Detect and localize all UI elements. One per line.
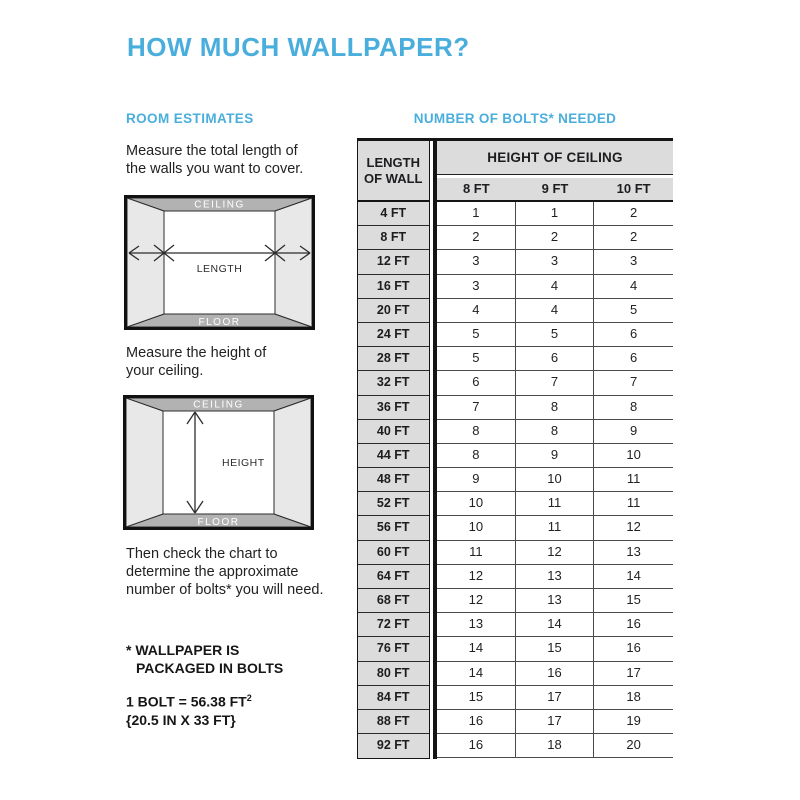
table-row [437, 613, 673, 637]
bolt-count-cell: 2 [630, 229, 638, 245]
bolt-count-cell: 12 [437, 565, 516, 588]
room-length-diagram [124, 195, 315, 330]
table-row [437, 662, 673, 686]
bolt-count-cell: 17 [516, 710, 595, 733]
footnote-line2: PACKAGED IN BOLTS [136, 660, 284, 676]
bolt-count-cell: 7 [516, 371, 595, 394]
bolt-count-cell: 17 [516, 686, 595, 709]
row-label: 16 FT [358, 275, 429, 299]
room-height-diagram [123, 395, 314, 530]
bolt-count-cell: 19 [626, 712, 641, 728]
bolt-count-cell: 13 [516, 565, 595, 588]
row-label: 44 FT [358, 444, 429, 468]
table-rows [437, 202, 673, 758]
bolts-table [357, 138, 673, 759]
table-row [437, 565, 673, 589]
row-label: 64 FT [358, 565, 429, 589]
bolt-count-cell: 14 [437, 637, 516, 660]
height-dimension-label: HEIGHT [222, 457, 265, 469]
column-header-8ft: 8 FT [462, 181, 490, 196]
row-label: 32 FT [358, 371, 429, 395]
table-row [437, 710, 673, 734]
bolt-count-cell: 14 [626, 567, 641, 583]
table-row [437, 420, 673, 444]
bolt-count-cell: 2 [437, 226, 516, 249]
step3-instruction [126, 545, 323, 599]
step2-line1: Measure the height of [126, 345, 267, 361]
bolt-count-cell: 11 [437, 541, 516, 564]
row-label: 40 FT [358, 420, 429, 444]
bolts-footnote [126, 641, 283, 677]
bolt-count-cell: 20 [626, 737, 641, 753]
bolt-count-cell: 4 [437, 299, 516, 322]
left-wall [126, 398, 163, 527]
bolt-count-cell: 5 [437, 347, 516, 370]
row-label: 80 FT [358, 662, 429, 686]
row-label: 4 FT [358, 202, 429, 226]
bolt-count-cell: 5 [630, 301, 638, 317]
bolt-count-cell: 7 [630, 374, 638, 390]
row-label: 84 FT [358, 686, 429, 710]
corner-line1: LENGTH [366, 154, 420, 170]
bolt-count-cell: 16 [626, 640, 641, 656]
step1-line2: the walls you want to cover. [126, 161, 304, 177]
table-row [437, 202, 673, 226]
bolt-count-cell: 13 [437, 613, 516, 636]
bolt-size-line2: {20.5 IN X 33 FT} [126, 711, 236, 728]
length-of-wall-column [357, 141, 430, 759]
bolt-count-cell: 4 [630, 277, 638, 293]
page-title: HOW MUCH WALLPAPER? [127, 32, 470, 62]
table-row [437, 637, 673, 661]
bolt-count-cell: 5 [516, 323, 595, 346]
row-label: 28 FT [358, 347, 429, 371]
row-label: 12 FT [358, 250, 429, 274]
height-of-ceiling-header: HEIGHT OF CEILING [437, 141, 673, 175]
bolt-count-cell: 5 [437, 323, 516, 346]
right-wall [275, 198, 312, 327]
bolt-count-cell: 3 [437, 275, 516, 298]
ceiling-height-subheaders [437, 178, 673, 202]
bolts-table-heading: NUMBER OF BOLTS* NEEDED [413, 111, 617, 126]
row-label: 72 FT [358, 613, 429, 637]
bolt-count-cell: 2 [630, 205, 638, 220]
bolt-count-cell: 3 [516, 250, 595, 273]
table-labels [358, 202, 429, 758]
row-label: 24 FT [358, 323, 429, 347]
table-row [437, 516, 673, 540]
bolt-count-cell: 9 [516, 444, 595, 467]
length-of-wall-header [358, 141, 429, 202]
table-row [437, 468, 673, 492]
bolt-count-cell: 3 [630, 253, 638, 269]
row-label: 60 FT [358, 541, 429, 565]
bolt-count-cell: 12 [437, 589, 516, 612]
corner-line2: OF WALL [364, 170, 423, 186]
bolt-count-cell: 10 [516, 468, 595, 491]
step2-instruction [126, 344, 266, 380]
step2-line2: your ceiling. [126, 363, 204, 379]
bolt-count-cell: 14 [437, 662, 516, 685]
table-row [437, 323, 673, 347]
bolt-count-cell: 11 [516, 492, 595, 515]
left-wall [127, 198, 164, 327]
bolt-count-cell: 16 [437, 710, 516, 733]
row-label: 56 FT [358, 516, 429, 540]
bolt-count-cell: 12 [516, 541, 595, 564]
step1-instruction [126, 142, 303, 178]
bolt-count-cell: 15 [437, 686, 516, 709]
bolt-count-cell: 15 [516, 637, 595, 660]
bolt-count-cell: 6 [630, 350, 638, 366]
bolt-count-cell: 2 [516, 226, 595, 249]
right-wall [274, 398, 311, 527]
table-row [437, 589, 673, 613]
step3-line3: number of bolts* you will need. [126, 582, 324, 598]
bolt-count-cell: 17 [626, 664, 641, 680]
bolt-count-cell: 16 [626, 616, 641, 632]
row-label: 88 FT [358, 710, 429, 734]
bolt-count-cell: 13 [626, 543, 641, 559]
bolt-count-cell: 1 [516, 202, 595, 225]
bolt-count-cell: 4 [516, 299, 595, 322]
bolt-count-cell: 18 [516, 734, 595, 757]
length-dimension-label: LENGTH [196, 263, 243, 275]
bolt-size-superscript: 2 [246, 693, 252, 703]
bolt-count-cell: 8 [516, 396, 595, 419]
row-label: 36 FT [358, 396, 429, 420]
bolt-size-text: 1 BOLT = 56.38 FT [126, 693, 247, 710]
table-row [437, 250, 673, 274]
column-header-9ft: 9 FT [541, 181, 569, 196]
bolt-count-cell: 4 [516, 275, 595, 298]
bolt-count-cell: 6 [516, 347, 595, 370]
table-row [437, 396, 673, 420]
bolt-count-cell: 11 [626, 495, 641, 511]
bolt-size-note [126, 689, 252, 729]
bolt-count-cell: 16 [516, 662, 595, 685]
bolt-count-cell: 8 [437, 420, 516, 443]
row-label: 48 FT [358, 468, 429, 492]
row-label: 8 FT [358, 226, 429, 250]
bolt-count-cell: 14 [516, 613, 595, 636]
floor-label: FLOOR [197, 517, 240, 528]
table-row [437, 686, 673, 710]
bolt-count-cell: 9 [437, 468, 516, 491]
bolt-count-cell: 6 [630, 325, 638, 341]
bolt-count-cell: 7 [437, 396, 516, 419]
row-label: 52 FT [358, 492, 429, 516]
bolt-count-cell: 1 [437, 202, 516, 225]
bolt-size-line1 [126, 689, 252, 711]
table-row [437, 347, 673, 371]
bolt-count-cell: 10 [626, 446, 641, 462]
bolt-count-cell: 6 [437, 371, 516, 394]
bolt-count-cell: 9 [630, 422, 638, 438]
bolt-count-cell: 11 [516, 516, 595, 539]
column-header-10ft: 10 FT [616, 181, 651, 196]
bolt-count-cell: 8 [630, 398, 638, 414]
footnote-line1: * WALLPAPER IS [126, 642, 240, 658]
table-row [437, 226, 673, 250]
step1-line1: Measure the total length of [126, 143, 298, 159]
bolt-count-cell: 10 [437, 492, 516, 515]
table-row [437, 275, 673, 299]
bolt-count-cell: 3 [437, 250, 516, 273]
row-label: 20 FT [358, 299, 429, 323]
step3-line2: determine the approximate [126, 564, 299, 580]
bolt-count-cell: 8 [516, 420, 595, 443]
bolt-count-cell: 15 [626, 592, 641, 607]
table-row [437, 734, 673, 758]
table-row [437, 299, 673, 323]
step3-line1: Then check the chart to [126, 546, 278, 562]
table-row [437, 492, 673, 516]
bolt-count-cell: 8 [437, 444, 516, 467]
ceiling-label: CEILING [193, 399, 244, 411]
bolt-count-cell: 18 [626, 688, 641, 704]
bolt-count-cell: 11 [626, 471, 641, 487]
bolt-count-cell: 13 [516, 589, 595, 612]
bolt-values-area [437, 141, 673, 759]
bolt-count-cell: 12 [626, 519, 641, 535]
table-row [437, 541, 673, 565]
table-row [437, 444, 673, 468]
bolt-count-cell: 16 [437, 734, 516, 757]
floor-label: FLOOR [198, 317, 241, 328]
row-label: 76 FT [358, 637, 429, 661]
row-label: 68 FT [358, 589, 429, 613]
room-estimates-heading: ROOM ESTIMATES [126, 111, 254, 126]
row-label: 92 FT [358, 734, 429, 758]
bolt-count-cell: 10 [437, 516, 516, 539]
table-row [437, 371, 673, 395]
ceiling-label: CEILING [194, 199, 245, 211]
